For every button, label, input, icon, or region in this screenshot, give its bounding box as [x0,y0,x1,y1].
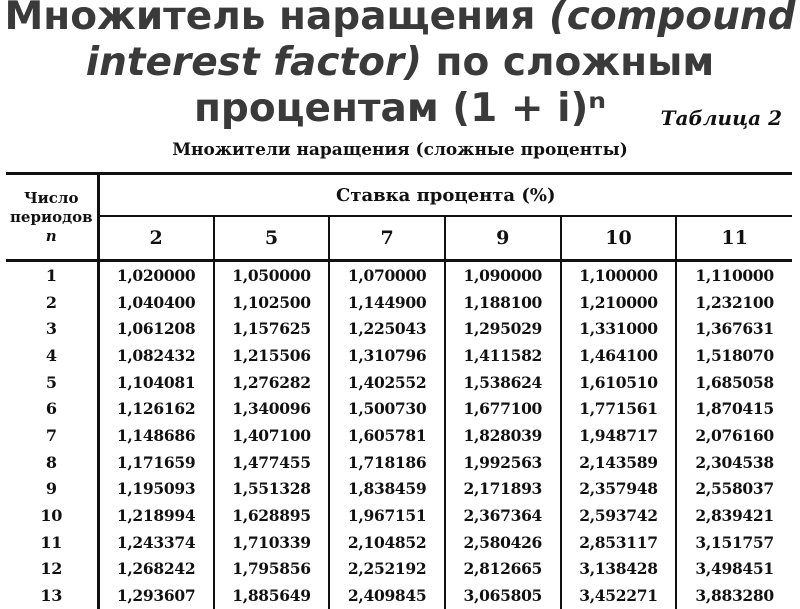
factor-cell: 2,839421 [695,506,774,526]
factor-cell: 1,551328 [214,476,330,503]
factor-cell: 1,967151 [329,502,445,529]
slide-title-line-2: interest factor) по сложным [85,40,715,85]
period-cell: 5 [6,369,98,396]
period-cell: 7 [6,422,98,449]
period-cell: 10 [6,502,98,529]
factor-cell: 1,464100 [561,342,677,369]
table-row [6,422,792,449]
factor-cell: 1,628895 [214,502,330,529]
factor-cell: 2,252192 [329,556,445,583]
factor-cell: 1,188100 [445,289,561,316]
factor-cell: 1,710339 [214,529,330,556]
table-row [6,502,792,529]
factor-cell: 1,477455 [214,449,330,476]
factor-cell: 1,144900 [329,289,445,316]
factor-cell: 1,040400 [98,289,214,316]
factor-cell: 3,883280 [695,586,774,606]
table-row [6,529,792,556]
factor-cell: 3,065805 [445,582,561,609]
factor-cell: 1,293607 [98,582,214,609]
factor-cell: 1,050000 [214,261,330,289]
table-row [6,395,792,422]
factor-cell: 1,407100 [214,422,330,449]
factor-cell: 1,102500 [214,289,330,316]
factor-cell: 1,295029 [445,315,561,342]
factor-cell: 2,409845 [329,582,445,609]
factor-cell: 2,104852 [329,529,445,556]
factor-cell: 1,518070 [695,345,774,365]
factor-cell: 1,110000 [695,265,774,285]
factor-cell: 1,218994 [98,502,214,529]
factor-cell: 1,771561 [561,395,677,422]
factor-cell: 2,357948 [561,476,677,503]
factor-cell: 1,870415 [695,399,774,419]
factor-cell: 1,020000 [98,261,214,289]
factor-cell: 1,610510 [561,369,677,396]
table-row [6,476,792,503]
table-row [6,261,792,289]
periods-column-header: Число периодов n [6,174,98,261]
rate-header-2: 7 [329,216,445,261]
factor-cell: 1,100000 [561,261,677,289]
table-row [6,449,792,476]
factor-cell: 2,812665 [445,556,561,583]
factor-cell: 2,171893 [445,476,561,503]
period-cell: 8 [6,449,98,476]
factor-cell: 2,580426 [445,529,561,556]
period-cell: 6 [6,395,98,422]
table-row [6,315,792,342]
factor-cell: 1,677100 [445,395,561,422]
factor-cell: 1,411582 [445,342,561,369]
factor-cell: 1,340096 [214,395,330,422]
factor-cell: 2,853117 [561,529,677,556]
factor-cell: 1,243374 [98,529,214,556]
factor-cell: 1,992563 [445,449,561,476]
period-cell: 2 [6,289,98,316]
factor-cell: 1,331000 [561,315,677,342]
factor-cell: 1,232100 [695,292,774,312]
factor-cell: 1,367631 [695,319,774,339]
factor-cell: 1,538624 [445,369,561,396]
factor-cell: 1,104081 [98,369,214,396]
factor-cell: 1,948717 [561,422,677,449]
factor-cell: 3,138428 [561,556,677,583]
factor-cell: 1,500730 [329,395,445,422]
factor-cell: 1,171659 [98,449,214,476]
factor-cell: 1,402552 [329,369,445,396]
factor-cell: 1,310796 [329,342,445,369]
table-row [6,556,792,583]
factor-cell: 1,276282 [214,369,330,396]
factor-cell: 1,126162 [98,395,214,422]
factor-cell: 1,157625 [214,315,330,342]
factor-cell: 1,605781 [329,422,445,449]
rate-header-4: 10 [561,216,677,261]
factor-cell: 2,367364 [445,502,561,529]
factor-cell: 3,452271 [561,582,677,609]
factor-cell: 1,268242 [98,556,214,583]
factor-cell: 2,558037 [695,479,774,499]
factor-cell: 3,498451 [695,559,774,579]
factor-cell: 1,082432 [98,342,214,369]
period-cell: 4 [6,342,98,369]
factor-cell: 1,070000 [329,261,445,289]
rate-group-header: Ставка процента (%) [98,174,792,217]
period-cell: 13 [6,582,98,609]
period-cell: 11 [6,529,98,556]
factor-cell: 2,593742 [561,502,677,529]
factor-cell: 1,210000 [561,289,677,316]
factor-cell: 3,151757 [695,532,774,552]
table-caption: Множители наращения (сложные проценты) [172,140,628,160]
factor-cell: 1,828039 [445,422,561,449]
factor-cell: 1,838459 [329,476,445,503]
factor-cell: 1,795856 [214,556,330,583]
table-label: Таблица 2 [660,106,782,130]
factor-cell: 1,215506 [214,342,330,369]
factor-cell: 1,885649 [214,582,330,609]
rate-header-1: 5 [214,216,330,261]
table-row [6,582,792,609]
period-cell: 1 [6,261,98,289]
factor-cell: 2,076160 [695,425,774,445]
factor-cell: 1,148686 [98,422,214,449]
period-cell: 12 [6,556,98,583]
period-cell: 3 [6,315,98,342]
factor-cell: 2,304538 [695,452,774,472]
factor-cell: 1,718186 [329,449,445,476]
table-row [6,289,792,316]
factor-cell: 1,195093 [98,476,214,503]
compound-factor-table [6,172,792,609]
slide-title-line-1: Множитель наращения (compound [4,0,796,39]
rate-header-3: 9 [445,216,561,261]
slide-title-line-3: процентам (1 + i)ⁿ [193,86,607,131]
factor-cell: 2,143589 [561,449,677,476]
table-row [6,369,792,396]
factor-cell: 1,225043 [329,315,445,342]
factor-cell: 1,061208 [98,315,214,342]
table-row [6,342,792,369]
factor-cell: 1,685058 [695,372,774,392]
rate-header-0: 2 [98,216,214,261]
period-cell: 9 [6,476,98,503]
factor-cell: 1,090000 [445,261,561,289]
rate-header-5: 11 [676,216,792,261]
